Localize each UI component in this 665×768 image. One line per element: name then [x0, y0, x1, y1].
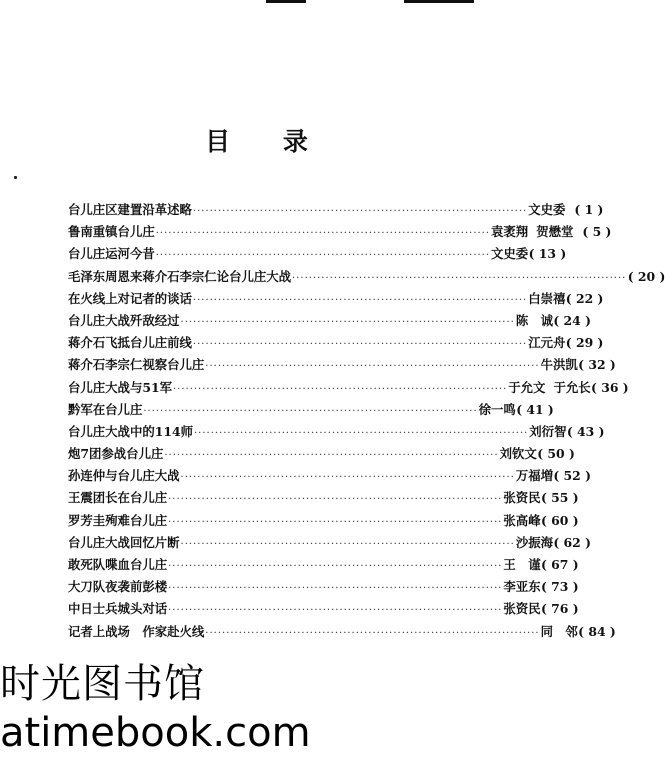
- toc-entry-page: ( 32 ): [578, 357, 616, 373]
- toc-entry-page: ( 29 ): [565, 335, 604, 351]
- toc-entry-title: 炮7团参战台儿庄: [68, 446, 164, 462]
- toc-leader-dots: ················································································: [164, 450, 499, 462]
- toc-entry-title: 蒋介石李宗仁视察台儿庄: [68, 357, 205, 373]
- toc-entry: [68, 444, 575, 466]
- toc-entry-title: 中日士兵城头对话: [68, 601, 168, 617]
- toc-entry: [68, 289, 604, 311]
- toc-entry: [68, 599, 579, 621]
- toc-entry: [68, 577, 579, 599]
- toc-entry: [68, 466, 591, 488]
- watermark-text: 时光图书馆: [0, 661, 205, 707]
- toc-leader-dots: ················································································: [168, 605, 503, 617]
- toc-entry: [68, 311, 591, 333]
- toc-leader-dots: ················································································: [168, 583, 503, 595]
- toc-entry-title: 台儿庄大战歼敌经过: [68, 312, 180, 328]
- toc-entry-author: 张资民: [503, 601, 541, 617]
- toc-entry-author: 江元舟: [528, 335, 566, 351]
- toc-entry-author: 陈 诚: [515, 312, 553, 328]
- toc-entry: [68, 222, 612, 244]
- toc-leader-dots: ················································································: [292, 272, 627, 284]
- toc-entry-title: 敢死队喋血台儿庄: [68, 557, 168, 572]
- toc-entry: [68, 200, 604, 222]
- toc-entry-page: ( 50 ): [537, 446, 575, 462]
- toc-entry-author: 于允长: [553, 379, 591, 395]
- toc-entry-title: 鲁南重镇台儿庄: [68, 224, 155, 240]
- toc-entry: [68, 378, 629, 400]
- toc-entry-author: 文史委: [528, 202, 566, 217]
- toc-entry-author: 同 邻: [540, 623, 578, 639]
- toc-entry-page: ( 60 ): [540, 512, 579, 528]
- toc-entry-page: ( 52 ): [553, 468, 591, 484]
- page-title: 目 录: [205, 127, 330, 156]
- toc-leader-dots: ················································································: [194, 427, 529, 439]
- toc-entry-author: 刘钦文: [499, 446, 537, 462]
- toc-leader-dots: ················································································: [168, 516, 503, 528]
- toc-entry-page: ( 84 ): [578, 623, 616, 639]
- toc-entry-author: 王 谨: [503, 557, 541, 572]
- table-of-contents: [68, 200, 665, 644]
- toc-leader-dots: ················································································: [168, 494, 503, 506]
- toc-leader-dots: ················································································: [192, 294, 528, 306]
- toc-entry-page: ( 76 ): [540, 601, 579, 617]
- top-rule-right: [404, 0, 474, 3]
- toc-entry-page: ( 24 ): [553, 312, 591, 328]
- toc-entry: [68, 333, 604, 355]
- toc-entry: [68, 422, 605, 444]
- toc-entry-author: 文史委: [491, 246, 529, 262]
- toc-entry-title: 台儿庄大战回忆片断: [68, 534, 180, 550]
- toc-leader-dots: ················································································: [180, 472, 515, 484]
- toc-entry-title: 在火线上对记者的谈话: [68, 290, 192, 306]
- toc-leader-dots: ················································································: [168, 561, 503, 572]
- toc-leader-dots: ················································································: [192, 206, 528, 217]
- toc-entry-title: 台儿庄大战与51军: [68, 379, 172, 395]
- toc-entry: [68, 355, 616, 377]
- toc-entry-title: 台儿庄大战中的114师: [68, 423, 193, 439]
- toc-leader-dots: ················································································: [180, 538, 515, 550]
- toc-entry-title: 大刀队夜袭前彭楼: [68, 579, 168, 595]
- toc-entry-page: ( 73 ): [540, 579, 579, 595]
- toc-entry-author: 张资民: [503, 490, 541, 506]
- toc-entry-page: ( 5 ): [582, 224, 612, 240]
- toc-entry-author: 白崇禧: [528, 290, 566, 306]
- toc-entry-author: 李亚东: [503, 579, 541, 595]
- toc-entry-page: ( 22 ): [565, 290, 604, 306]
- toc-entry-title: 黔军在台儿庄: [68, 401, 143, 417]
- toc-entry: [68, 622, 616, 644]
- toc-leader-dots: ················································································: [205, 361, 540, 373]
- toc-entry-page: ( 20 ): [627, 268, 665, 284]
- toc-entry: [68, 533, 591, 555]
- toc-entry-author: 牛洪凯: [540, 357, 578, 373]
- toc-leader-dots: ················································································: [155, 250, 491, 262]
- toc-entry-page: ( 1 ): [574, 202, 604, 217]
- toc-entry-page: ( 41 ): [516, 401, 554, 417]
- toc-entry-author: 沙振海: [515, 534, 553, 550]
- toc-entry-title: 记者上战场 作家赴火线: [68, 623, 205, 639]
- toc-entry: [68, 488, 579, 510]
- toc-entry: [68, 267, 665, 289]
- toc-entry-title: 罗芳圭殉难台儿庄: [68, 512, 168, 528]
- toc-entry-title: 孙连仲与台儿庄大战: [68, 468, 180, 484]
- toc-leader-dots: ················································································: [155, 228, 491, 240]
- toc-entry-author: 张高峰: [503, 512, 541, 528]
- toc-entry-title: 台儿庄区建置沿革述略: [68, 202, 192, 217]
- toc-entry-page: ( 55 ): [540, 490, 579, 506]
- toc-entry-author: 徐一鸣: [478, 401, 516, 417]
- toc-leader-dots: ················································································: [180, 316, 515, 328]
- toc-entry-coauthor: 于允文: [508, 379, 546, 395]
- toc-entry-page: ( 67 ): [540, 557, 579, 572]
- toc-leader-dots: ················································································: [172, 383, 508, 395]
- toc-entry: [68, 511, 579, 533]
- toc-entry-title: 王震团长在台儿庄: [68, 490, 168, 506]
- toc-entry-page: ( 62 ): [553, 534, 591, 550]
- toc-entry-page: ( 13 ): [528, 246, 567, 262]
- scan-speck: [14, 176, 17, 179]
- toc-leader-dots: ················································································: [205, 627, 540, 639]
- toc-leader-dots: ················································································: [143, 405, 478, 417]
- top-rule-left: [266, 0, 306, 3]
- toc-entry-title: 蒋介石飞抵台儿庄前线: [68, 335, 192, 351]
- toc-entry: [68, 400, 554, 422]
- toc-entry-page: ( 43 ): [566, 423, 605, 439]
- toc-entry-title: 毛泽东周恩来蒋介石李宗仁论台儿庄大战: [68, 268, 292, 284]
- toc-entry: [68, 244, 567, 266]
- toc-entry: [68, 555, 579, 577]
- toc-entry-coauthor: 袁袤翔: [491, 224, 529, 240]
- toc-entry-author: 万福増: [515, 468, 553, 484]
- watermark-url: atimebook.com: [0, 710, 311, 756]
- toc-entry-author: 贺懋堂: [536, 224, 574, 240]
- toc-entry-author: 刘衍智: [529, 423, 567, 439]
- toc-leader-dots: ················································································: [192, 339, 528, 351]
- toc-entry-page: ( 36 ): [591, 379, 629, 395]
- toc-entry-title: 台儿庄运河今昔: [68, 246, 155, 262]
